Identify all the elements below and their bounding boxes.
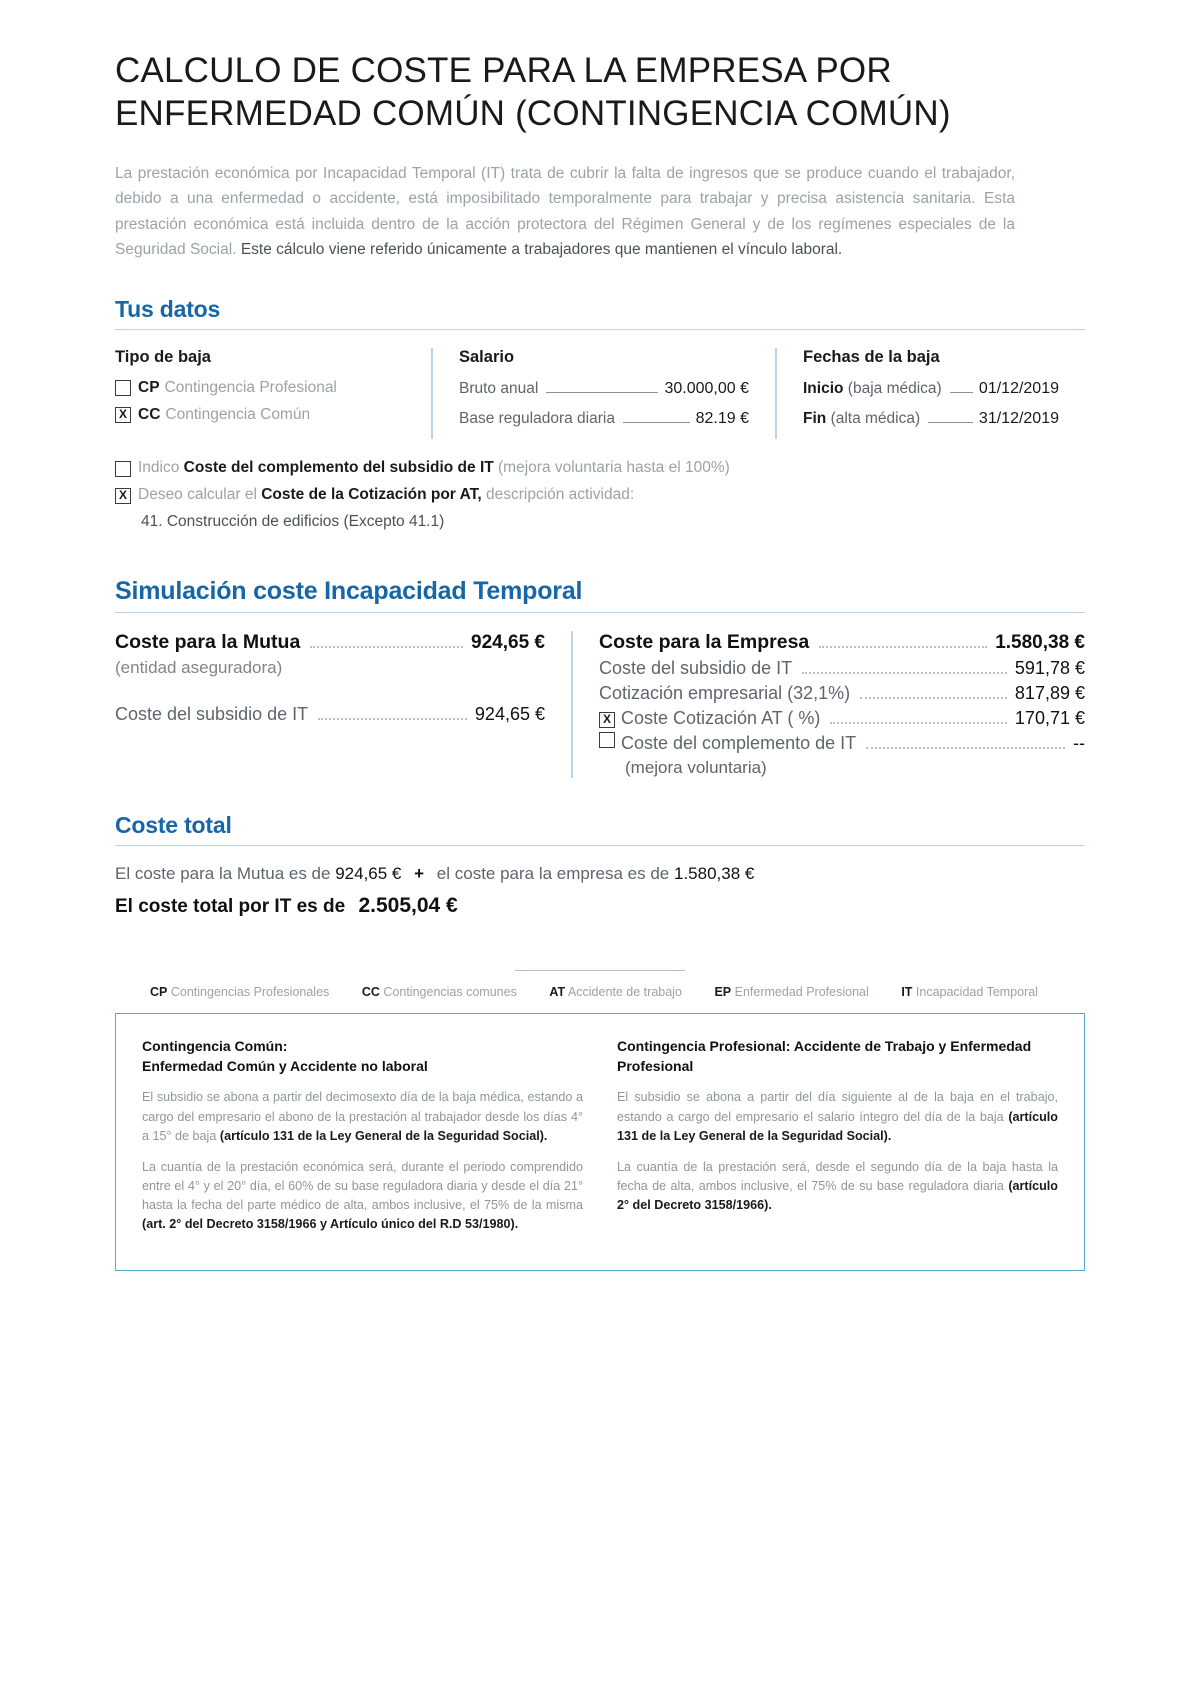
legend-abbr: IT <box>901 984 913 999</box>
info-p1-ref: (artículo 131 de la Ley General de la Seguridad Social). <box>617 1109 1058 1143</box>
empresa-subsidio-row <box>599 658 1085 679</box>
section-title-tus-datos: Tus datos <box>115 295 221 322</box>
field-bruto-anual[interactable] <box>459 379 749 398</box>
field-underline <box>950 379 973 393</box>
legend-abbr: CC <box>361 984 380 999</box>
tipo-baja-option-cc[interactable] <box>115 406 405 424</box>
option-post: (mejora voluntaria hasta el 100%) <box>493 458 730 476</box>
mutua-total-value: 924,65 € <box>471 631 545 653</box>
field-label <box>803 410 920 428</box>
info-p2-ref: (artículo 2° del Decreto 3158/1966). <box>617 1178 1058 1213</box>
info-heading-right <box>617 1036 1058 1077</box>
info-paragraph-2-right <box>617 1158 1058 1215</box>
field-value: 01/12/2019 <box>978 379 1059 397</box>
empresa-title: Coste para la Empresa <box>599 630 810 653</box>
info-column-contingencia-comun <box>142 1036 583 1247</box>
field-label-strong: Inicio <box>803 379 844 397</box>
option-post: descripción actividad: <box>481 485 635 503</box>
dotted-leader <box>802 662 1007 674</box>
empresa-cotizacion-label: Cotización empresarial (32,1%) <box>599 682 851 703</box>
legend-separator <box>515 970 685 971</box>
legend-text: Incapacidad Temporal <box>915 984 1038 999</box>
coste-total-final-label: El coste total por IT es de <box>115 895 346 917</box>
abbreviation-legend <box>150 985 1050 999</box>
checkbox-icon[interactable] <box>115 380 131 396</box>
tipo-baja-label-cc: Contingencia Común <box>165 405 311 423</box>
checkbox-checked-icon[interactable]: X <box>599 712 615 728</box>
section-divider <box>115 612 1085 613</box>
legend-abbr: EP <box>714 984 732 999</box>
info-heading-rest: Enfermedad Común y Accidente no laboral <box>142 1058 428 1075</box>
info-heading-bold: Contingencia Profesional: <box>617 1037 791 1054</box>
legend-item <box>150 985 335 999</box>
legend-text: Enfermedad Profesional <box>734 984 869 999</box>
empresa-cotizacion-value: 817,89 € <box>1014 682 1085 703</box>
mutua-title: Coste para la Mutua <box>115 630 301 653</box>
option-cotizacion-at[interactable] <box>115 486 1085 504</box>
info-p1-ref: (artículo 131 de la Ley General de la Seguridad Social). <box>219 1128 548 1143</box>
tus-datos-grid <box>115 348 1085 439</box>
empresa-cotizacion-at-row[interactable] <box>599 708 1085 729</box>
field-label-note: (alta médica) <box>830 409 921 427</box>
empresa-subsidio-label: Coste del subsidio de IT <box>599 657 793 678</box>
info-paragraph-2-left <box>142 1158 583 1235</box>
dotted-leader <box>830 712 1007 724</box>
coste-total-mutua-value: 924,65 € <box>335 863 402 883</box>
page-title: CALCULO DE COSTE PARA LA EMPRESA POR ENFERMEDAD COMÚN (CONTINGENCIA COMÚN) <box>115 51 951 133</box>
tipo-baja-code-cp: CP <box>138 378 160 396</box>
option-complemento-subsidio[interactable] <box>115 459 1085 477</box>
option-text <box>138 486 634 504</box>
coste-total-pre: El coste para la Mutua es de <box>115 863 331 883</box>
empresa-complemento-row[interactable] <box>599 733 1085 754</box>
info-p2-ref: (art. 2° del Decreto 3158/1966 y Artículo único del R.D 53/1980). <box>142 1217 519 1232</box>
tipo-baja-column <box>115 348 431 439</box>
field-underline <box>623 409 690 423</box>
legend-text: Contingencias Profesionales <box>170 984 330 999</box>
field-underline <box>928 409 973 423</box>
mutua-panel <box>115 631 571 778</box>
intro-paragraph <box>115 161 1015 261</box>
dotted-leader <box>866 737 1065 749</box>
coste-total-line <box>115 864 1085 884</box>
empresa-total-row <box>599 631 1085 654</box>
info-paragraph-1-left <box>142 1088 583 1145</box>
field-value: 30.000,00 € <box>664 379 749 397</box>
field-base-reguladora[interactable] <box>459 409 749 428</box>
checkbox-checked-icon[interactable]: X <box>115 407 131 423</box>
legend-text: Accidente de trabajo <box>567 984 682 999</box>
legend-item <box>362 985 523 999</box>
option-pre: Deseo calcular el <box>138 485 262 503</box>
empresa-panel <box>571 631 1085 778</box>
empresa-subsidio-value: 591,78 € <box>1014 657 1085 678</box>
salario-title: Salario <box>459 347 515 366</box>
section-title-simulacion: Simulación coste Incapacidad Temporal <box>115 576 583 605</box>
checkbox-icon[interactable] <box>115 461 131 477</box>
field-value: 82.19 € <box>695 409 749 427</box>
checkbox-icon[interactable] <box>599 732 615 748</box>
section-title-coste-total: Coste total <box>115 811 232 838</box>
info-column-contingencia-profesional <box>617 1036 1058 1247</box>
plus-sign: + <box>414 863 425 883</box>
option-strong: Coste del complemento del subsidio de IT <box>183 458 494 476</box>
field-value: 31/12/2019 <box>978 409 1059 427</box>
fechas-title: Fechas de la baja <box>803 347 940 366</box>
field-label <box>803 380 942 398</box>
field-label: Base reguladora diaria <box>459 409 615 427</box>
field-label-strong: Fin <box>803 409 827 427</box>
mutua-subsidio-label: Coste del subsidio de IT <box>115 703 309 724</box>
info-heading-rest: Accidente de Trabajo y Enfermedad Profesional <box>617 1037 1032 1075</box>
empresa-cotizacion-row <box>599 683 1085 704</box>
legend-item <box>901 985 1044 999</box>
mutua-subsidio-value: 924,65 € <box>474 703 545 724</box>
coste-total-empresa-value: 1.580,38 € <box>674 863 755 883</box>
legend-abbr: CP <box>150 984 168 999</box>
empresa-cotizacion-at-label: Coste Cotización AT ( %) <box>621 707 821 728</box>
checkbox-checked-icon[interactable]: X <box>115 488 131 504</box>
option-strong: Coste de la Cotización por AT, <box>261 485 482 503</box>
mutua-total-row <box>115 631 545 654</box>
legend-abbr: AT <box>549 984 566 999</box>
dotted-leader <box>310 636 463 648</box>
coste-total-section <box>115 812 1085 918</box>
info-p1-text: El subsidio se abona a partir del decimosexto día de la baja médica, estando a cargo del empresario el abono de la prestación al trabajador desde los días 4° a 15° de baja <box>142 1090 583 1143</box>
field-fecha-inicio[interactable] <box>803 379 1059 398</box>
field-underline <box>546 379 658 393</box>
info-box <box>115 1013 1085 1272</box>
intro-highlight: Este cálculo viene referido únicamente a trabajadores que mantienen el vínculo laboral. <box>240 240 843 258</box>
coste-total-final-value: 2.505,04 € <box>358 893 458 917</box>
salario-column <box>431 348 775 439</box>
tipo-baja-option-cp[interactable] <box>115 379 405 397</box>
empresa-total-value: 1.580,38 € <box>995 631 1085 653</box>
simulacion-section <box>115 577 1085 778</box>
mutua-subtitle: (entidad aseguradora) <box>115 657 283 677</box>
section-divider <box>115 329 1085 330</box>
simulacion-grid <box>115 631 1085 778</box>
tipo-baja-title: Tipo de baja <box>115 347 211 366</box>
empresa-complemento-value: -- <box>1073 732 1085 753</box>
empresa-complemento-label: Coste del complemento de IT <box>621 732 857 753</box>
dotted-leader <box>860 687 1007 699</box>
field-fecha-fin[interactable] <box>803 409 1059 428</box>
section-divider <box>115 845 1085 846</box>
coste-total-mid: el coste para la empresa es de <box>436 863 670 883</box>
info-paragraph-1-right <box>617 1088 1058 1145</box>
tipo-baja-code-cc: CC <box>138 405 161 423</box>
dotted-leader <box>318 708 467 720</box>
info-p2-text: La cuantía de la prestación será, desde el segundo día de la baja hasta la fecha de alta, ambos inclusive, el 75% de su base reguladora diaria <box>617 1159 1058 1193</box>
legend-text: Contingencias comunes <box>383 984 517 999</box>
field-label: Bruto anual <box>459 379 539 397</box>
option-text <box>138 459 730 477</box>
option-pre: Indico <box>138 458 184 476</box>
empresa-cotizacion-at-value: 170,71 € <box>1014 707 1085 728</box>
intro-text: La prestación económica por Incapacidad Temporal (IT) trata de cubrir la falta de ingresos que se produce cuando el trabajador, debido a una enfermedad o accidente, está imposibilitado temporalmente para trabajar y precisa asistencia sanitaria. Esta prestación económica está incluida dentro de la acción protectora del Régimen General y de los regímenes especiales de la Seguridad Social. <box>115 165 1015 258</box>
info-p2-text: La cuantía de la prestación económica será, durante el periodo comprendido entre el 4° y el 20° día, el 60% de su base reguladora diaria y desde el día 21° hasta la fecha del parte médico de alta, ambos inclusive, el 75% de la misma <box>142 1159 583 1213</box>
coste-total-final <box>115 894 1085 918</box>
tipo-baja-label-cp: Contingencia Profesional <box>164 378 337 396</box>
info-heading-left <box>142 1036 583 1077</box>
legend-item <box>714 985 874 999</box>
fechas-column <box>775 348 1085 439</box>
info-heading-bold: Contingencia Común: <box>142 1037 288 1054</box>
dotted-leader <box>819 636 987 648</box>
legend-item <box>549 985 688 999</box>
field-label-note: (baja médica) <box>847 379 942 397</box>
actividad-value: 41. Construcción de edificios (Excepto 41.1) <box>141 512 445 530</box>
info-p1-text: El subsidio se abona a partir del día siguiente al de la baja en el trabajo, estando a cargo del empresario el salario íntegro del día de la baja <box>617 1090 1058 1124</box>
mutua-subsidio-row <box>115 704 545 725</box>
empresa-complemento-note: (mejora voluntaria) <box>625 757 767 777</box>
